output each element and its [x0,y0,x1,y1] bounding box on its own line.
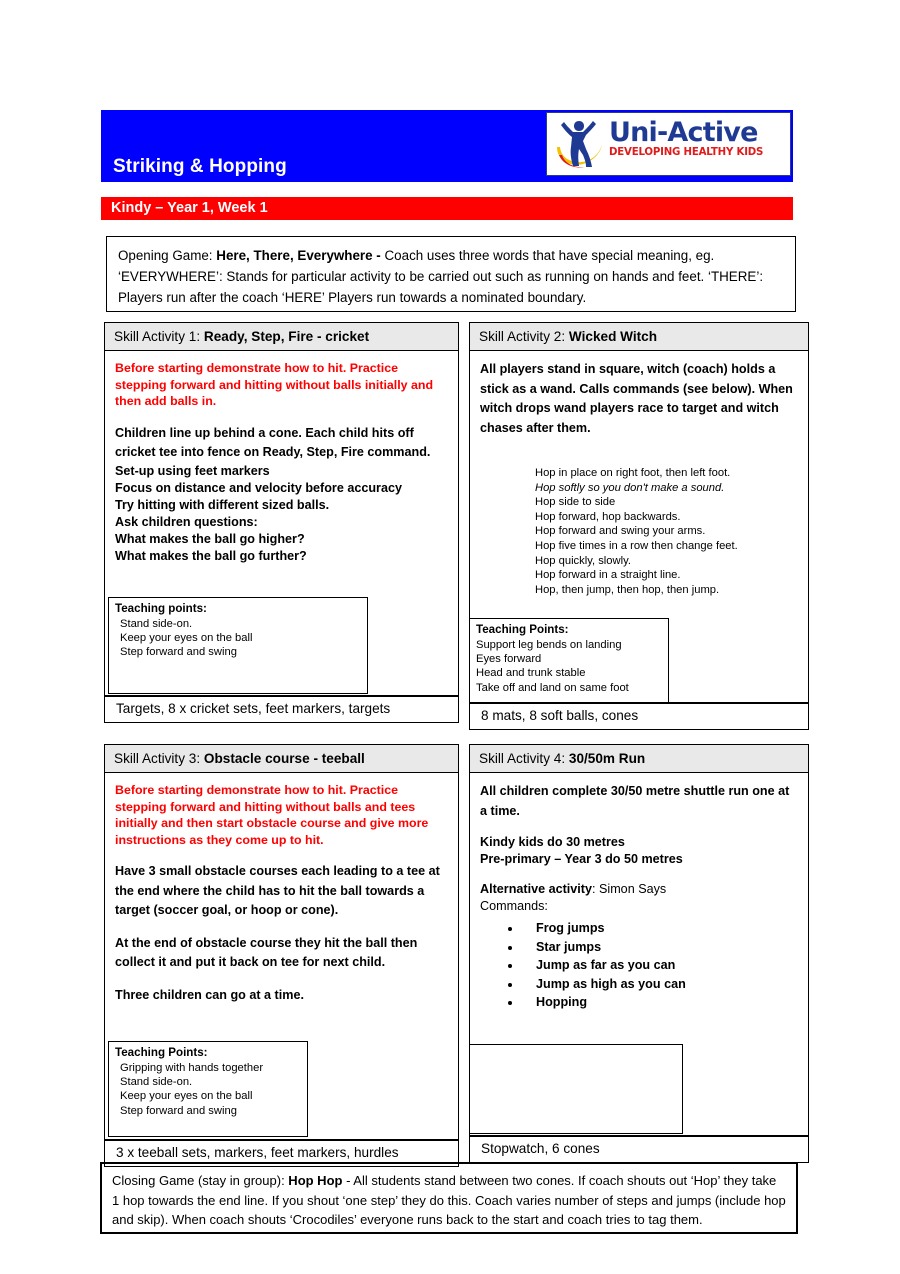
closing-game-name: Hop Hop [284,1173,343,1188]
closing-game-body: - All students stand between two cones. If coach shouts out ‘Hop’ they take 1 hop towards the end line. If you shout ‘one step’ they do this. Coach varies number of steps and jumps (include hop and skip). When coach shouts ‘Crocodiles’ everyone runs back to the start and coach tries to tag them. [112,1173,786,1227]
closing-game-label: Closing Game (stay in group): [112,1173,285,1188]
activity-2-command-3: Hop forward, hop backwards. [535,510,681,523]
activity-2-equipment: 8 mats, 8 soft balls, cones [469,703,809,730]
activity-2-command-2: Hop side to side [535,496,616,509]
activity-2-command-6: Hop quickly, slowly. [535,554,631,567]
activity-3-para-2: Three children can go at a time. [115,987,304,1002]
activity-2-prefix: Skill Activity 2: [479,329,569,344]
activity-3-teaching-item-0: Gripping with hands together [120,1062,264,1074]
activity-1-teaching-title: Teaching points: [115,602,207,615]
activity-4-bullet-3: • Jump as high as you can [522,975,798,994]
logo-wordmark: Uni-Active [609,117,758,148]
activity-2-teaching-item-0: Support leg bends on landing [476,639,622,651]
activity-3-prefix: Skill Activity 3: [114,751,204,766]
opening-game-text [118,245,784,308]
activity-3-body [105,773,458,1005]
activity-3-teaching-item-3: Step forward and swing [120,1104,237,1117]
activity-2-commands [535,466,798,597]
activity-1-red-note: Before starting demonstrate how to hit. Practice stepping forward and hitting without balls initially and then add balls in. [115,361,434,408]
activity-4-bullet-4: • Hopping [522,993,798,1012]
activity-1-teaching-item-2: Step forward and swing [120,646,237,659]
activity-3-name: Obstacle course - teeball [203,751,365,766]
activity-4-body [470,773,808,1012]
activity-1-question-0: What makes the ball go higher? [115,531,305,546]
activity-1-name: Ready, Step, Fire - cricket [203,329,370,344]
activity-1-teaching-item-1: Keep your eyes on the ball [120,632,253,645]
activity-1-prefix: Skill Activity 1: [114,329,204,344]
logo-tagline: DEVELOPING HEALTHY KIDS [609,147,764,158]
activity-3-para-1: At the end of obstacle course they hit the ball then collect it and put it back on tee for next child. [115,935,418,969]
activity-4-intro: All children complete 30/50 metre shuttle run one at a time. [480,784,790,818]
activity-3-teaching-item-1: Stand side-on. [120,1076,193,1089]
activity-4-name: 30/50m Run [568,751,646,766]
activity-4-bullet-0: • Frog jumps [522,919,798,938]
activity-2-command-4: Hop forward and swing your arms. [535,525,706,538]
athlete-swoosh-icon [555,117,607,171]
activity-4-bullet-1: • Star jumps [522,938,798,957]
activity-4-bullet-list [480,919,798,1012]
activity-1-questions-label: Ask children questions: [115,514,258,529]
activity-2-teaching-item-2: Head and trunk stable [476,667,586,680]
activity-2-teaching-points [469,618,669,704]
activity-2-body [470,351,808,597]
activity-4-card [469,744,809,1136]
opening-game-label: Opening Game: [118,248,213,263]
activity-3-teaching-points [108,1041,308,1137]
opening-game-body: Coach uses three words that have special meaning, eg. ‘EVERYWHERE’: Stands for particular activity to be carried out such as running on hands and feet. ‘THERE’: Players run after the coach ‘HERE’ Players run towards a nominated boundary. [118,248,764,305]
activity-1-card [104,322,459,696]
activity-2-command-7: Hop forward in a straight line. [535,569,681,582]
activity-2-header [470,323,808,351]
activity-1-question-1: What makes the ball go further? [115,548,307,563]
activity-1-body [105,351,458,565]
subtitle-bar [101,197,793,220]
activity-2-command-8: Hop, then jump, then hop, then jump. [535,583,720,596]
activity-2-command-1: Hop softly so you don't make a sound. [535,481,725,494]
activity-4-prefix: Skill Activity 4: [479,751,569,766]
activity-3-teaching-title: Teaching Points: [115,1046,208,1059]
activity-4-teaching-points [469,1044,683,1134]
activity-4-distance-1: Pre-primary – Year 3 do 50 metres [480,852,683,866]
activity-4-alt-value: : Simon Says [592,882,667,896]
activity-1-para-3: Try hitting with different sized balls. [115,497,330,512]
activity-2-teaching-title: Teaching Points: [476,623,569,636]
activity-1-para-2: Focus on distance and velocity before accuracy [115,480,402,495]
header-banner [101,110,793,182]
activity-3-header [105,745,458,773]
activity-1-para-1: Set-up using feet markers [115,463,270,478]
activity-3-equipment: 3 x teeball sets, markers, feet markers, hurdles [104,1140,459,1167]
activity-2-name: Wicked Witch [568,329,658,344]
activity-2-teaching-item-3: Take off and land on same foot [476,681,629,694]
activity-4-equipment: Stopwatch, 6 cones [469,1136,809,1163]
activity-4-distance-0: Kindy kids do 30 metres [480,835,625,849]
page-title: Striking & Hopping [113,156,287,177]
activity-1-equipment: Targets, 8 x cricket sets, feet markers, targets [104,696,459,723]
activity-3-card [104,744,459,1140]
closing-game-text [112,1171,786,1230]
activity-2-teaching-item-1: Eyes forward [476,653,542,666]
opening-game-box [106,236,796,312]
activity-1-teaching-item-0: Stand side-on. [120,618,193,630]
activity-4-bullet-2: • Jump as far as you can [522,956,798,975]
activity-4-alt-label: Alternative activity [480,882,592,896]
activity-1-header [105,323,458,351]
activity-2-command-5: Hop five times in a row then change feet. [535,539,738,552]
activity-3-red-note: Before starting demonstrate how to hit. Practice stepping forward and hitting without balls and tees initially and then start obstacle course and give more instructions as they come up to hit. [115,783,429,847]
activity-1-teaching-points [108,597,368,694]
uni-active-logo [546,112,791,176]
activity-2-intro: All players stand in square, witch (coach) holds a stick as a wand. Calls commands (see below). When witch drops wand players race to target and witch chases after them. [480,362,793,435]
activity-4-header [470,745,808,773]
subtitle-text: Kindy – Year 1, Week 1 [111,200,268,216]
opening-game-name: Here, There, Everywhere - [216,248,381,263]
activity-4-alt-line [480,881,798,898]
activity-3-para-0: Have 3 small obstacle courses each leading to a tee at the end where the child has to hit the ball towards a target (soccer goal, or hoop or cone). [115,864,440,917]
activity-1-para-0: Children line up behind a cone. Each child hits off cricket tee into fence on Ready, Step, Fire command. [115,425,431,459]
activity-3-teaching-item-2: Keep your eyes on the ball [120,1090,253,1103]
activity-4-commands-label: Commands: [480,899,548,913]
activity-2-card [469,322,809,703]
closing-game-box [100,1162,798,1234]
activity-2-command-0: Hop in place on right foot, then left foot. [535,467,731,479]
